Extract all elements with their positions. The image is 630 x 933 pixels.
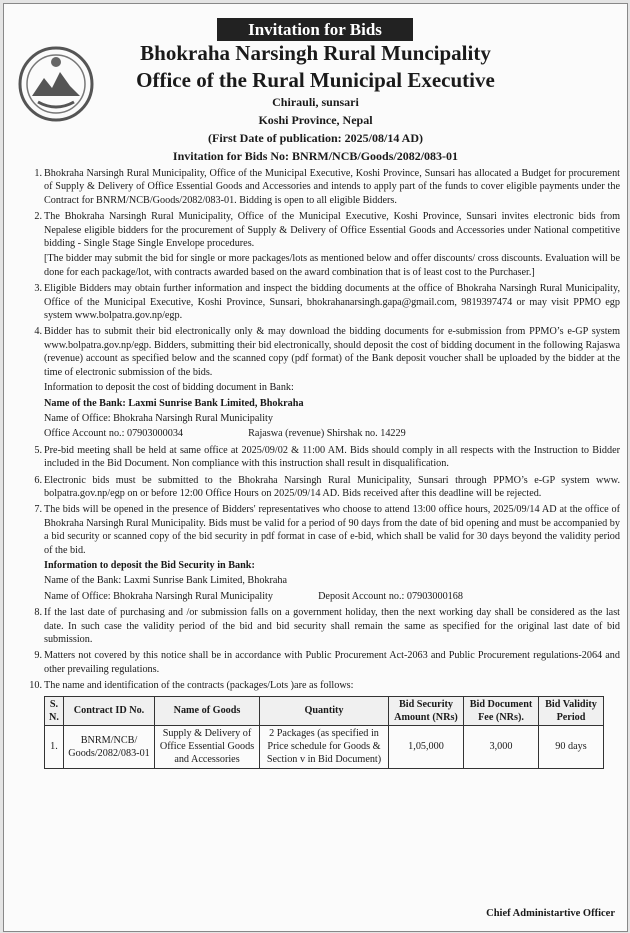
address-line-1: Chirauli, sunsari <box>272 95 359 109</box>
cell-contract-id: BNRM/NCB/ Goods/2082/083-01 <box>64 726 155 769</box>
list-item <box>24 679 620 692</box>
col-goods: Name of Goods <box>155 696 260 725</box>
item-number: 5. <box>34 444 42 456</box>
item-note: [The bidder may submit the bid for single or more packages/lots as mentioned below and offer discounts/ cross discounts. Evaluation will be done for each package/lot, with contracts awarded based on the award combination that is of least cost to the Purchaser.] <box>44 253 620 278</box>
notice-page <box>3 3 628 932</box>
deposit-security-office-row <box>44 590 620 603</box>
cell-quantity: 2 Packages (as specified in Price schedule for Goods & Section v in Bid Document) <box>260 726 389 769</box>
item-number: 6. <box>34 474 42 486</box>
list-item <box>24 325 620 440</box>
item-text: Matters not covered by this notice shall be in accordance with Public Procurement Act-2063 and Public Procurement regulations-2064 and other prevailing regulations. <box>44 650 620 675</box>
list-item <box>24 210 620 279</box>
list-item <box>24 282 620 322</box>
publication-date: (First Date of publication: 2025/08/14 AD) <box>208 131 423 145</box>
cell-bid-security: 1,05,000 <box>389 726 464 769</box>
notice-body <box>24 167 620 769</box>
contracts-table <box>44 696 604 769</box>
list-item <box>24 503 620 603</box>
org-name: Bhokraha Narsingh Rural Muncipality <box>140 41 491 65</box>
item-text: The name and identification of the contracts (packages/Lots )are as follows: <box>44 680 354 692</box>
notice-banner: Invitation for Bids <box>217 18 413 41</box>
table-row <box>45 726 604 769</box>
item-number: 3. <box>34 283 42 295</box>
office-name: Office of the Rural Municipal Executive <box>136 68 495 92</box>
col-bid-security: Bid Security Amount (NRs) <box>389 696 464 725</box>
office-account: Office Account no.: 07903000034 <box>44 428 184 440</box>
item-number: 10. <box>29 680 42 692</box>
address-line-2: Koshi Province, Nepal <box>258 113 373 127</box>
item-text: If the last date of purchasing and /or submission falls on a government holiday, then the next working day shall be considered as the last date. In such case the validity period of the bid and bid security shall remain the same as specified for the original last date of bid submission. <box>44 607 620 645</box>
col-validity: Bid Validity Period <box>539 696 604 725</box>
item-number: 2. <box>34 211 42 223</box>
list-item <box>24 167 620 207</box>
ifb-number: Invitation for Bids No: BNRM/NCB/Goods/2082/083-01 <box>172 149 459 163</box>
item-text: Bidder has to submit their bid electronically only & may download the bidding documents for e-submission from PPMO’s e-GP system www.bolpatra.gov.np/egp. Bidders, submitting their bid electronically, should deposit the cost of bidding document in the following Rajaswa (revenue) account as specified below and the scanned copy (pdf format) of the Bank deposit voucher shall be uploaded by the bidder at the time of electronic submission of the bids. <box>44 326 620 378</box>
cell-doc-fee: 3,000 <box>464 726 539 769</box>
list-item <box>24 649 620 676</box>
deposit-doc-bank: Name of the Bank: Laxmi Sunrise Bank Limited, Bhokraha <box>44 397 304 409</box>
deposit-security-intro: Information to deposit the Bid Security in Bank: <box>44 559 255 571</box>
item-text: The bids will be opened in the presence of Bidders' representatives who choose to attend 13:00 office hours, 2025/09/14 AD at the office of Bhokraha Narsingh Rural Municipality. Bids must be valid for a period of 90 days from the date of bid opening and must be accompanied by a bid security or scanned copy of the bid security in pdf format in case of e-bid, which shall be valid for 30 days beyond the validity period of the bid. <box>44 504 620 556</box>
deposit-doc-intro: Information to deposit the cost of bidding document in Bank: <box>44 382 294 394</box>
deposit-doc-accounts <box>44 427 620 440</box>
col-quantity: Quantity <box>260 696 389 725</box>
item-text: Eligible Bidders may obtain further information and inspect the bidding documents at the office of Bhokraha Narsingh Rural Municipality, Office of the Municipal Executive, Koshi Province, Sunsari, bhokrahanarsingh.gapa@gmail.com, 9819397474 or may visit PPMO egp system www.bolpatra.gov.np/egp. <box>44 283 620 322</box>
item-text: Pre-bid meeting shall be held at same office at 2025/09/02 & 11:00 AM. Bids should comply in all respects with the Instruction to Bidder included in the Bid Document. Non compliance with this instruction shall result in disqualification. <box>44 444 620 470</box>
deposit-security-office: Name of Office: Bhokraha Narsingh Rural Municipality <box>44 590 273 602</box>
deposit-security-bank: Name of the Bank: Laxmi Sunrise Bank Limited, Bhokraha <box>44 575 288 587</box>
item-text: The Bhokraha Narsingh Rural Municipality, Office of the Municipal Executive, Koshi Province, Sunsari invites electronic bids from Nepalese eligible bidders for the procurement of Supply & Delivery of Office Essential Goods and Accessories under National competitive bidding - Single Stage Single Envelope procedures. <box>44 211 620 250</box>
cell-goods: Supply & Delivery of Office Essential Goods and Accessories <box>155 726 260 769</box>
list-item <box>24 474 620 501</box>
deposit-doc-office: Name of Office: Bhokraha Narsingh Rural Municipality <box>44 412 273 424</box>
rajaswa-shirshak: Rajaswa (revenue) Shirshak no. 14229 <box>248 428 406 440</box>
item-number: 1. <box>34 168 42 179</box>
item-text: Bhokraha Narsingh Rural Municipality, Office of the Municipal Executive, Koshi Province, Sunsari has allocated a Budget for procurement of Supply & Delivery of Office Essential Goods and Accessories and intends to apply part of the funds to cover eligible payments under the Contract for BNRM/NCB/Goods/2082/083-01. Bidding is open to all eligible Bidders. <box>44 168 620 206</box>
col-contract-id: Contract ID No. <box>64 696 155 725</box>
cell-sn: 1. <box>45 726 64 769</box>
item-number: 4. <box>34 326 42 338</box>
col-doc-fee: Bid Document Fee (NRs). <box>464 696 539 725</box>
col-sn: S. N. <box>45 696 64 725</box>
list-item <box>24 606 620 646</box>
deposit-account: Deposit Account no.: 07903000168 <box>318 590 463 602</box>
item-number: 9. <box>34 650 42 662</box>
item-text: Electronic bids must be submitted to the Bhokraha Narsingh Rural Municipality, Sunsari through PPMO’s e-GP system www. bolpatra.gov.np/egp on or before 12:00 Office Hours on 2025/09/14 AD. Bids received after this deadline will be rejected. <box>44 474 620 499</box>
item-number: 7. <box>34 504 42 516</box>
list-item <box>24 444 620 471</box>
item-number: 8. <box>34 607 42 619</box>
cell-validity: 90 days <box>539 726 604 769</box>
signature: Chief Administartive Officer <box>486 908 615 919</box>
table-header-row <box>45 696 604 725</box>
